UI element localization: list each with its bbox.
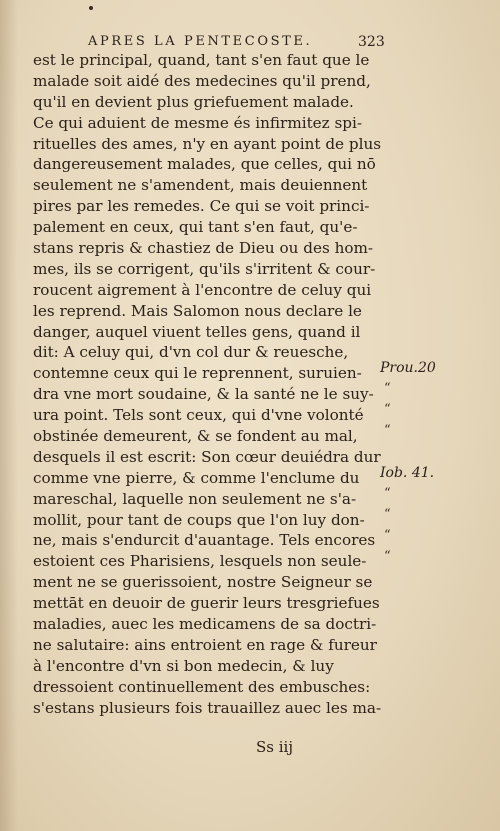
ink-spot <box>89 6 93 10</box>
text-line: danger, auquel viuent telles gens, quand il <box>33 322 361 341</box>
margin-reference-job: Iob. 41. <box>380 465 435 481</box>
quote-mark: “ <box>384 423 391 438</box>
text-line: dressoient continuellement des embusches: <box>33 677 371 696</box>
page-number: 323 <box>358 34 385 50</box>
quote-mark: “ <box>384 507 391 522</box>
text-line: mes, ils se corrigent, qu'ils s'irritent & cour- <box>33 259 376 278</box>
text-line: dit: A celuy qui, d'vn col dur & reuesche, <box>33 343 349 362</box>
text-line: mettāt en deuoir de guerir leurs tresgriefues <box>33 594 380 613</box>
text-line: ura point. Tels sont ceux, qui d'vne volonté <box>33 406 364 425</box>
text-line: mareschal, laquelle non seulement ne s'a- <box>33 489 357 508</box>
text-line: obstinée demeurent, & se fondent au mal, <box>33 427 358 446</box>
text-line: Ce qui aduient de mesme és infirmitez spi- <box>33 113 363 132</box>
text-line: contemne ceux qui le reprennent, suruien- <box>33 364 362 383</box>
text-line: seulement ne s'amendent, mais deuiennent <box>33 176 368 195</box>
text-line: ne salutaire: ains entroient en rage & fureur <box>33 635 377 654</box>
quote-mark: “ <box>384 381 391 396</box>
margin-reference-proverbs: Prou.20 <box>380 360 436 376</box>
text-line: palement en ceux, qui tant s'en faut, qu'e- <box>33 218 358 237</box>
text-line: rituelles des ames, n'y en ayant point de plus <box>33 134 382 153</box>
text-line: mollit, pour tant de coups que l'on luy don- <box>33 510 365 529</box>
text-line: les reprend. Mais Salomon nous declare le <box>33 301 362 320</box>
quote-mark: “ <box>384 486 391 501</box>
text-line: s'estans plusieurs fois trauaillez auec les ma- <box>33 698 382 717</box>
text-line: roucent aigrement à l'encontre de celuy qui <box>33 280 372 299</box>
text-line: maladies, auec les medicamens de sa doctri- <box>33 615 377 634</box>
quote-mark: “ <box>384 402 391 417</box>
running-head: APRES LA PENTECOSTE. <box>88 34 313 49</box>
text-line: estoient ces Pharisiens, lesquels non seule- <box>33 552 367 571</box>
text-line: dra vne mort soudaine, & la santé ne le suy- <box>33 385 374 404</box>
quote-mark: “ <box>384 528 391 543</box>
text-line: est le principal, quand, tant s'en faut que le <box>33 51 370 69</box>
body-text <box>33 50 385 719</box>
text-line: stans repris & chastiez de Dieu ou des hom- <box>33 239 374 258</box>
signature-mark: Ss iij <box>256 738 293 756</box>
text-line: ment ne se guerissoient, nostre Seigneur se <box>33 573 373 592</box>
text-line: pires par les remedes. Ce qui se voit princi- <box>33 197 370 216</box>
text-line: qu'il en devient plus griefuement malade. <box>33 92 354 111</box>
text-line: dangereusement malades, que celles, qui nō <box>33 155 376 174</box>
text-line: ne, mais s'endurcit d'auantage. Tels encores <box>33 531 376 550</box>
text-line: à l'encontre d'vn si bon medecin, & luy <box>33 656 334 675</box>
quote-mark: “ <box>384 549 391 564</box>
text-line: comme vne pierre, & comme l'enclume du <box>33 468 360 487</box>
text-line: desquels il est escrit: Son cœur deuiédra dur <box>33 447 381 466</box>
text-line: malade soit aidé des medecines qu'il prend, <box>33 71 371 90</box>
